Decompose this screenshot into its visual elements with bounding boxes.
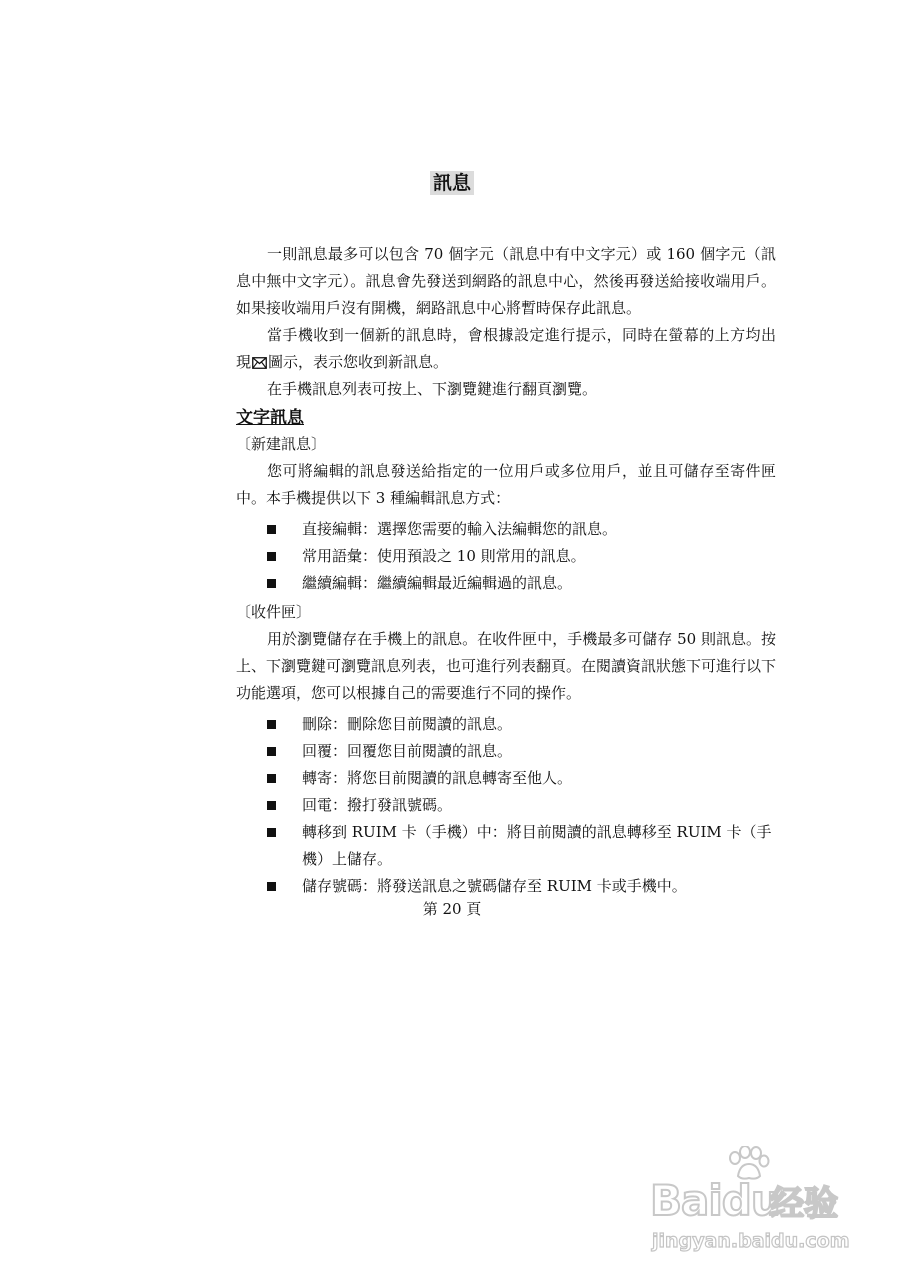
square-bullet-icon xyxy=(267,570,276,597)
square-bullet-icon xyxy=(267,516,276,543)
watermark-cn: 经验 xyxy=(770,1184,838,1224)
page-number: 第 20 頁 xyxy=(422,900,482,918)
square-bullet-icon xyxy=(267,543,276,570)
list-item: 回覆：回覆您目前閱讀的訊息。 xyxy=(236,738,776,765)
square-bullet-icon xyxy=(267,819,276,846)
page-title: 訊息 xyxy=(0,168,904,195)
inbox-label: 〔收件匣〕 xyxy=(236,603,312,621)
inbox-list xyxy=(236,711,776,900)
new-message-list xyxy=(236,516,776,597)
list-item: 轉寄：將您目前閱讀的訊息轉寄至他人。 xyxy=(236,765,776,792)
list-item: 直接編輯：選擇您需要的輸入法編輯您的訊息。 xyxy=(236,516,776,543)
intro-paragraph-2: 當手機收到一個新的訊息時，會根據設定進行提示，同時在螢幕的上方均出現 圖示，表示您收到新訊息。 xyxy=(236,326,776,371)
list-item: 刪除：刪除您目前閱讀的訊息。 xyxy=(236,711,776,738)
intro-paragraph-3: 在手機訊息列表可按上、下瀏覽鍵進行翻頁瀏覽。 xyxy=(267,380,598,398)
list-item: 儲存號碼：將發送訊息之號碼儲存至 RUIM 卡或手機中。 xyxy=(236,873,776,900)
section-heading: 文字訊息 xyxy=(236,408,304,428)
watermark-url: jingyan.baidu.com xyxy=(652,1230,850,1252)
square-bullet-icon xyxy=(267,711,276,738)
square-bullet-icon xyxy=(267,873,276,900)
watermark-logo: Baidu xyxy=(650,1176,780,1225)
list-item: 轉移到 RUIM 卡（手機）中：將目前閱讀的訊息轉移至 RUIM 卡（手機）上儲存。 xyxy=(236,819,776,873)
intro-paragraph-1: 一則訊息最多可以包含 70 個字元（訊息中有中文字元）或 160 個字元（訊息中無中文字元）。訊息會先發送到網路的訊息中心，然後再發送給接收端用戶。如果接收端用戶沒有開機，網路訊息中心將暫時保存此訊息。 xyxy=(236,245,776,317)
baidu-watermark xyxy=(642,1146,862,1256)
square-bullet-icon xyxy=(267,765,276,792)
list-item: 常用語彙：使用預設之 10 則常用的訊息。 xyxy=(236,543,776,570)
list-item: 回電：撥打發訊號碼。 xyxy=(236,792,776,819)
new-message-label: 〔新建訊息〕 xyxy=(236,435,327,453)
envelope-icon xyxy=(252,357,267,369)
inbox-description: 用於瀏覽儲存在手機上的訊息。在收件匣中，手機最多可儲存 50 則訊息。按上、下瀏覽鍵可瀏覽訊息列表，也可進行列表翻頁。在閱讀資訊狀態下可進行以下功能選項，您可以根據自己的需要進行不同的操作。 xyxy=(236,630,777,702)
new-message-description: 您可將編輯的訊息發送給指定的一位用戶或多位用戶，並且可儲存至寄件匣中。本手機提供以下 3 種編輯訊息方式： xyxy=(236,462,776,507)
square-bullet-icon xyxy=(267,792,276,819)
list-item: 繼續編輯：繼續編輯最近編輯過的訊息。 xyxy=(236,570,776,597)
square-bullet-icon xyxy=(267,738,276,765)
document-body xyxy=(236,241,776,902)
